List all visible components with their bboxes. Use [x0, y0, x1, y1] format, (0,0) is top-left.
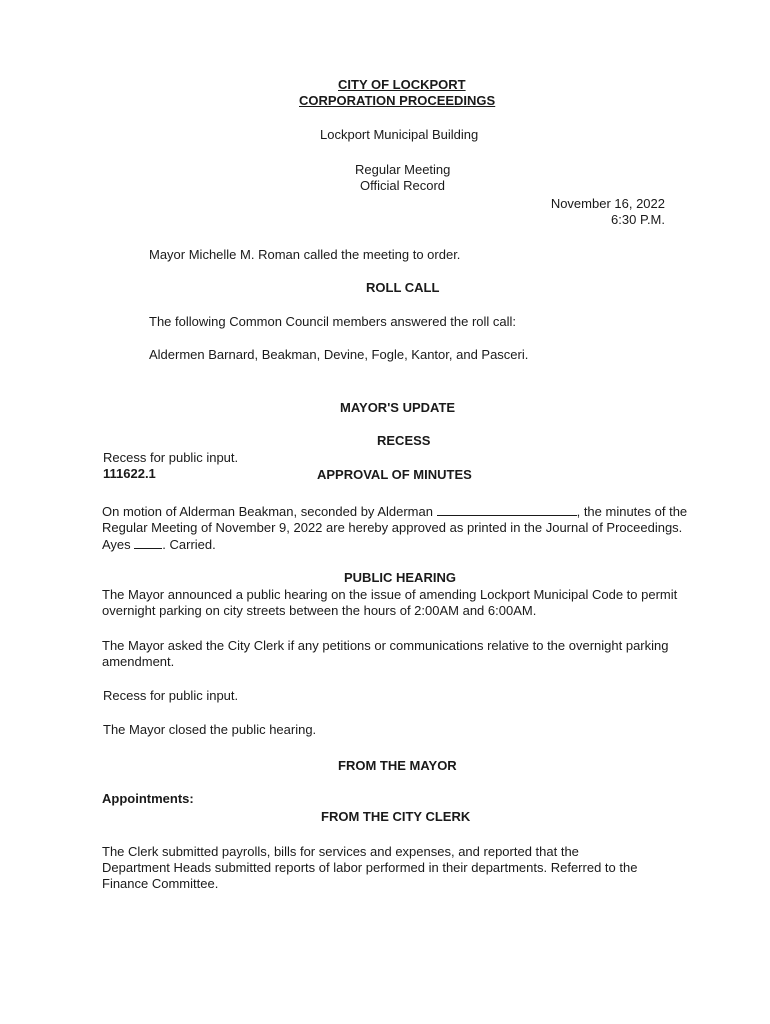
- roll-call-heading: ROLL CALL: [366, 280, 440, 295]
- seconded-by-blank: [437, 503, 577, 516]
- meeting-date: November 16, 2022: [550, 196, 665, 211]
- from-clerk-heading: FROM THE CITY CLERK: [321, 809, 471, 824]
- meeting-type: Regular Meeting: [355, 162, 451, 177]
- call-to-order: Mayor Michelle M. Roman called the meeting to order.: [149, 247, 461, 262]
- minutes-text-1: On motion of Alderman Beakman, seconded by Alderman: [102, 504, 433, 519]
- approval-minutes-heading: APPROVAL OF MINUTES: [317, 467, 472, 482]
- meeting-time: 6:30 P.M.: [611, 212, 665, 227]
- minutes-motion: [102, 503, 702, 553]
- clerk-report: The Clerk submitted payrolls, bills for services and expenses, and reported that the Department Heads submitted reports of labor performed in their departments. Referred to the Finance Committee.: [102, 844, 638, 891]
- hearing-closing: The Mayor closed the public hearing.: [103, 722, 317, 737]
- title-city: CITY OF LOCKPORT: [338, 77, 466, 92]
- roll-call-intro: The following Common Council members answered the roll call:: [149, 314, 517, 329]
- meeting-location: Lockport Municipal Building: [320, 127, 479, 142]
- mayors-update-heading: MAYOR'S UPDATE: [340, 400, 456, 415]
- title-proceedings: CORPORATION PROCEEDINGS: [299, 93, 496, 108]
- public-hearing-heading: PUBLIC HEARING: [344, 570, 456, 585]
- minutes-text-3: . Carried.: [162, 537, 216, 552]
- hearing-announcement: The Mayor announced a public hearing on the issue of amending Lockport Municipal Code to permit overnight parking on city streets between the hours of 2:00AM and 6:00AM.: [102, 587, 678, 618]
- resolution-number: 111622.1: [103, 466, 156, 481]
- hearing-recess-note: Recess for public input.: [103, 688, 239, 703]
- hearing-clerk-question: The Mayor asked the City Clerk if any petitions or communications relative to the overnight parking amendment.: [102, 638, 669, 669]
- minutes-text-2: , the minutes of the Regular Meeting of November 9, 2022 are hereby approved as printed in the Journal of Proceedings. Ayes: [102, 504, 688, 552]
- from-mayor-heading: FROM THE MAYOR: [338, 758, 457, 773]
- recess-heading: RECESS: [377, 433, 431, 448]
- ayes-blank: [134, 536, 162, 549]
- appointments-label: Appointments:: [102, 791, 194, 806]
- recess-note: Recess for public input.: [103, 450, 239, 465]
- record-type: Official Record: [360, 178, 446, 193]
- roll-call-members: Aldermen Barnard, Beakman, Devine, Fogle, Kantor, and Pasceri.: [149, 347, 529, 362]
